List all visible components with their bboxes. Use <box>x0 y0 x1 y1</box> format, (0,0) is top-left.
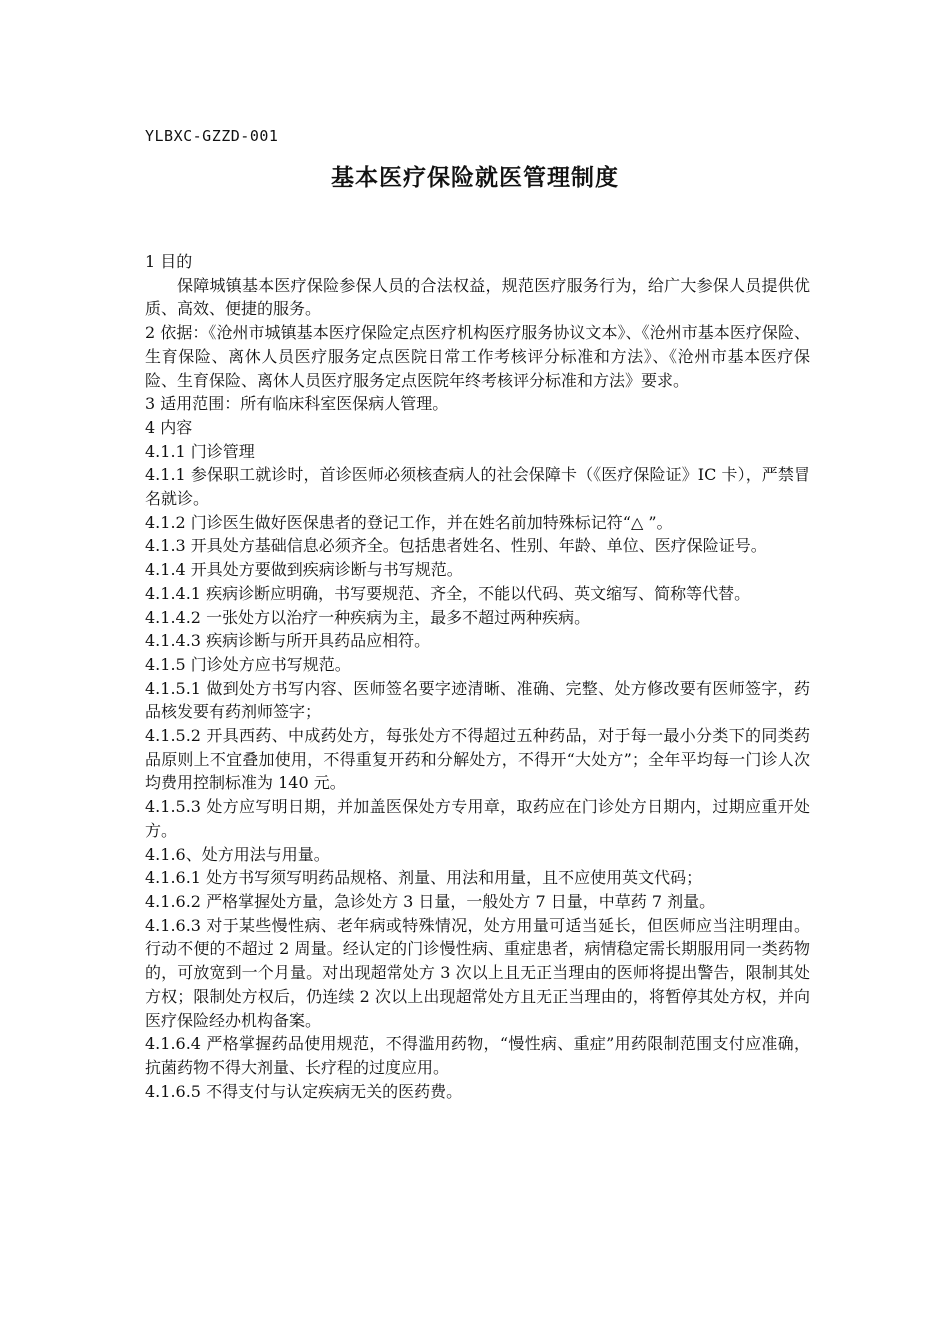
purpose-paragraph: 保障城镇基本医疗保险参保人员的合法权益，规范医疗服务行为，给广大参保人员提供优质、高效、便捷的服务。 <box>145 275 810 319</box>
document-title: 基本医疗保险就医管理制度 <box>331 165 619 191</box>
section-heading-purpose: 1 目的 <box>145 252 193 271</box>
basis-paragraph: 2 依据：《沧州市城镇基本医疗保险定点医疗机构医疗服务协议文本》、《沧州市基本医疗保险、生育保险、离休人员医疗服务定点医院日常工作考核评分标准和方法》、《沧州市基本医疗保险、生育保险、离休人员医疗服务定点医院年终考核评分标准和方法》要求。 <box>145 323 810 390</box>
clause-4-1-6-4: 4.1.6.4 严格掌握药品使用规范，不得滥用药物，“慢性病、重症”用药限制范围支付应准确，抗菌药物不得大剂量、长疗程的过度应用。 <box>145 1034 810 1077</box>
clause-4-1-4-2: 4.1.4.2 一张处方以治疗一种疾病为主，最多不超过两种疾病。 <box>145 607 591 627</box>
clause-4-1-4-3: 4.1.4.3 疾病诊断与所开具药品应相符。 <box>145 631 431 651</box>
clause-4-1-4: 4.1.4 开具处方要做到疾病诊断与书写规范。 <box>145 560 463 580</box>
clause-4-1-6-5: 4.1.6.5 不得支付与认定疾病无关的医药费。 <box>145 1081 463 1101</box>
clause-4-1-4-1: 4.1.4.1 疾病诊断应明确，书写要规范、齐全，不能以代码、英文缩写、简称等代替。 <box>145 583 751 603</box>
section-heading-content: 4 内容 <box>145 417 193 437</box>
clause-4-1-6-1: 4.1.6.1 处方书写须写明药品规格、剂量、用法和用量，且不应使用英文代码； <box>145 868 703 888</box>
clause-4-1-5-1: 4.1.5.1 做到处方书写内容、医师签名要字迹清晰、准确、完整、处方修改要有医师签字，药品核发要有药剂师签字； <box>145 678 810 722</box>
clause-4-1-1: 4.1.1 参保职工就诊时，首诊医师必须核查病人的社会保障卡（《医疗保险证》IC 卡），严禁冒名就诊。 <box>145 465 810 509</box>
clause-4-1-2: 4.1.2 门诊医生做好医保患者的登记工作，并在姓名前加特殊标记符“△ ”。 <box>145 512 673 532</box>
document-code: YLBXC-GZZD-001 <box>145 127 279 145</box>
clause-4-1-5-2: 4.1.5.2 开具西药、中成药处方，每张处方不得超过五种药品，对于每一最小分类下的同类药品原则上不宜叠加使用，不得重复开药和分解处方，不得开“大处方”；全年平均每一门诊人次均费用控制标准为 140 元。 <box>145 726 810 793</box>
clause-4-1-6-2: 4.1.6.2 严格掌握处方量，急诊处方 3 日量，一般处方 7 日量，中草药 7 剂量。 <box>145 891 716 911</box>
clause-4-1-3: 4.1.3 开具处方基础信息必须齐全。包括患者姓名、性别、年龄、单位、医疗保险证号。 <box>145 536 767 556</box>
clause-4-1-6-3: 4.1.6.3 对于某些慢性病、老年病或特殊情况，处方用量可适当延长，但医师应当注明理由。行动不便的不超过 2 周量。经认定的门诊慢性病、重症患者，病情稳定需长期服用同一类药物的，可放宽到一个月量。对出现超常处方 3 次以上且无正当理由的医师将提出警告，限制其处方权；限制处方权后，仍连续 2 次以上出现超常处方且无正当理由的，将暂停其处方权，并向医疗保险经办机构备案。 <box>145 915 810 1030</box>
clause-4-1-5: 4.1.5 门诊处方应书写规范。 <box>145 654 351 674</box>
clause-4-1: 4.1.1 门诊管理 <box>145 441 255 461</box>
clause-4-1-6: 4.1.6、处方用法与用量。 <box>145 844 330 864</box>
scope-paragraph: 3 适用范围：所有临床科室医保病人管理。 <box>145 394 449 414</box>
document-body <box>145 250 810 1103</box>
clause-4-1-5-3: 4.1.5.3 处方应写明日期，并加盖医保处方专用章，取药应在门诊处方日期内，过期应重开处方。 <box>145 797 810 840</box>
